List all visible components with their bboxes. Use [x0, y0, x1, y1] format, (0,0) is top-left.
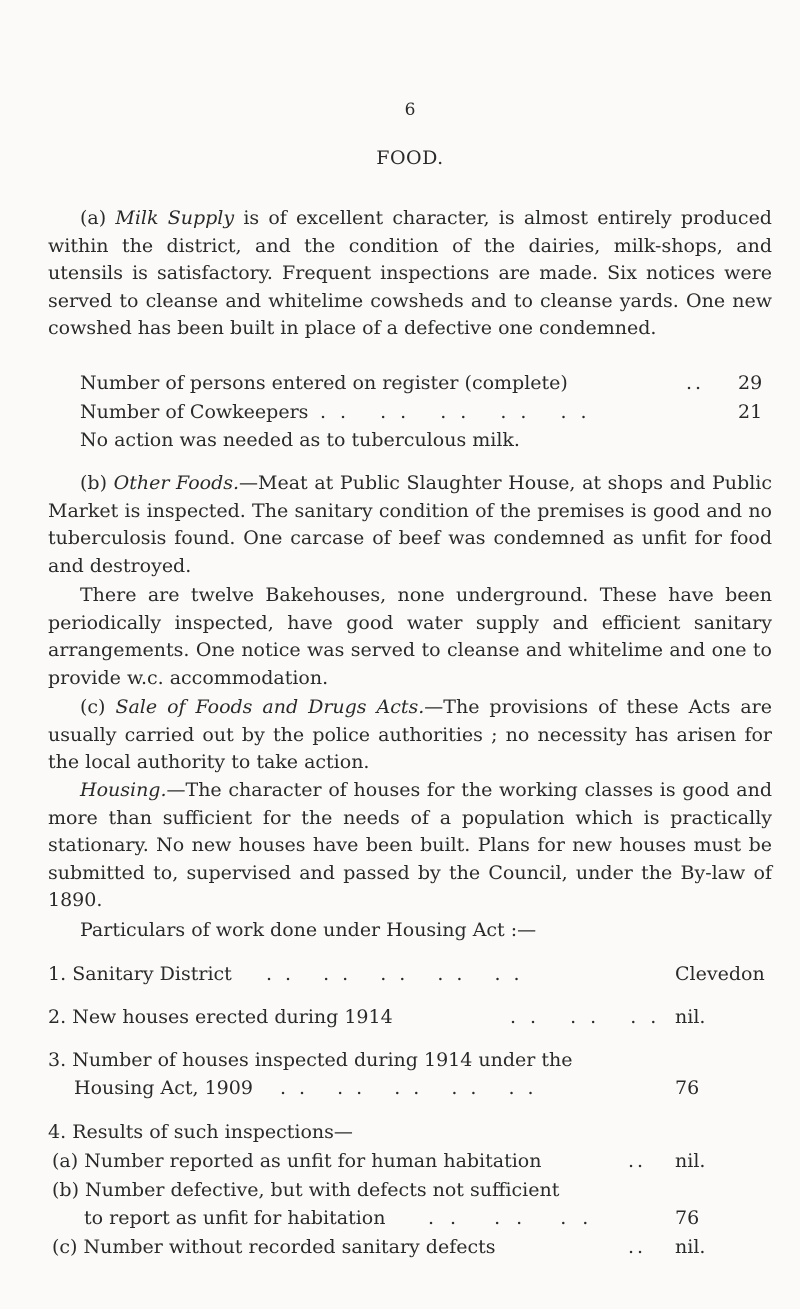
result-value: 76	[675, 1207, 700, 1229]
list-item-continuation: Housing Act, 1909	[74, 1077, 253, 1099]
result-row: (c) Number without recorded sanitary defects	[52, 1236, 496, 1258]
bakehouses-paragraph: There are twelve Bakehouses, none underground. These have been periodically inspected, have good water supply and efficient sanitary arrangements. One notice was served to cleanse and whitelime and one to provide w.c. accommodation.	[48, 584, 772, 689]
result-continuation: to report as unfit for habitation	[84, 1207, 386, 1229]
stat-row: Number of Cowkeepers	[80, 401, 309, 423]
housing-paragraph: Housing.—The character of houses for the working classes is good and more than sufficient for the needs of a population which is practically stationary. No new houses have been built. Plans for new houses must be submitted to, supervised and passed by the Council, under the By-law of 1890.	[48, 779, 772, 911]
list-dots: .. .. .. .. ..	[280, 1077, 547, 1099]
stat-dots: ..	[686, 372, 705, 394]
particulars-intro: Particulars of work done under Housing Act :—	[80, 919, 537, 941]
result-dots: ..	[628, 1236, 647, 1258]
milk-note: No action was needed as to tuberculous milk.	[80, 429, 520, 451]
result-row: (a) Number reported as unfit for human habitation	[52, 1150, 542, 1172]
stat-value: 29	[738, 372, 763, 394]
other-foods-paragraph: (b) Other Foods.—Meat at Public Slaughter House, at shops and Public Market is inspected. The sanitary condition of the premises is good and no tuberculosis found. One carcase of beef was condemned as unfit for food and destroyed.	[48, 472, 772, 577]
list-item: 3. Number of houses inspected during 1914 under the	[48, 1049, 573, 1071]
result-value: nil.	[675, 1236, 706, 1258]
page-heading: FOOD.	[376, 147, 444, 169]
result-row: (b) Number defective, but with defects not sufficient	[52, 1179, 560, 1201]
stat-value: 21	[738, 401, 763, 423]
list-item: 1. Sanitary District	[48, 963, 232, 985]
list-value: Clevedon	[675, 963, 765, 985]
list-item: 4. Results of such inspections—	[48, 1121, 353, 1143]
stat-dots: .. .. .. .. ..	[320, 401, 601, 423]
stat-row: Number of persons entered on register (complete)	[80, 372, 568, 394]
page-number: 6	[404, 100, 416, 120]
list-dots: .. .. ..	[510, 1006, 671, 1028]
result-value: nil.	[675, 1150, 706, 1172]
result-dots: .. .. ..	[428, 1207, 605, 1229]
list-dots: .. .. .. .. ..	[266, 963, 533, 985]
sale-of-foods-paragraph: (c) Sale of Foods and Drugs Acts.—The provisions of these Acts are usually carried out by the police authorities ; no necessity has arisen for the local authority to take action.	[48, 696, 772, 773]
list-value: 76	[675, 1077, 700, 1099]
list-value: nil.	[675, 1006, 706, 1028]
list-item: 2. New houses erected during 1914	[48, 1006, 393, 1028]
milk-supply-paragraph: (a) Milk Supply is of excellent character, is almost entirely produced within the district, and the condition of the dairies, milk-shops, and utensils is satisfactory. Frequent inspections are made. Six notices were served to cleanse and whitelime cowsheds and to cleanse yards. One new cowshed has been built in place of a defective one condemned.	[48, 207, 772, 339]
result-dots: ..	[628, 1150, 647, 1172]
